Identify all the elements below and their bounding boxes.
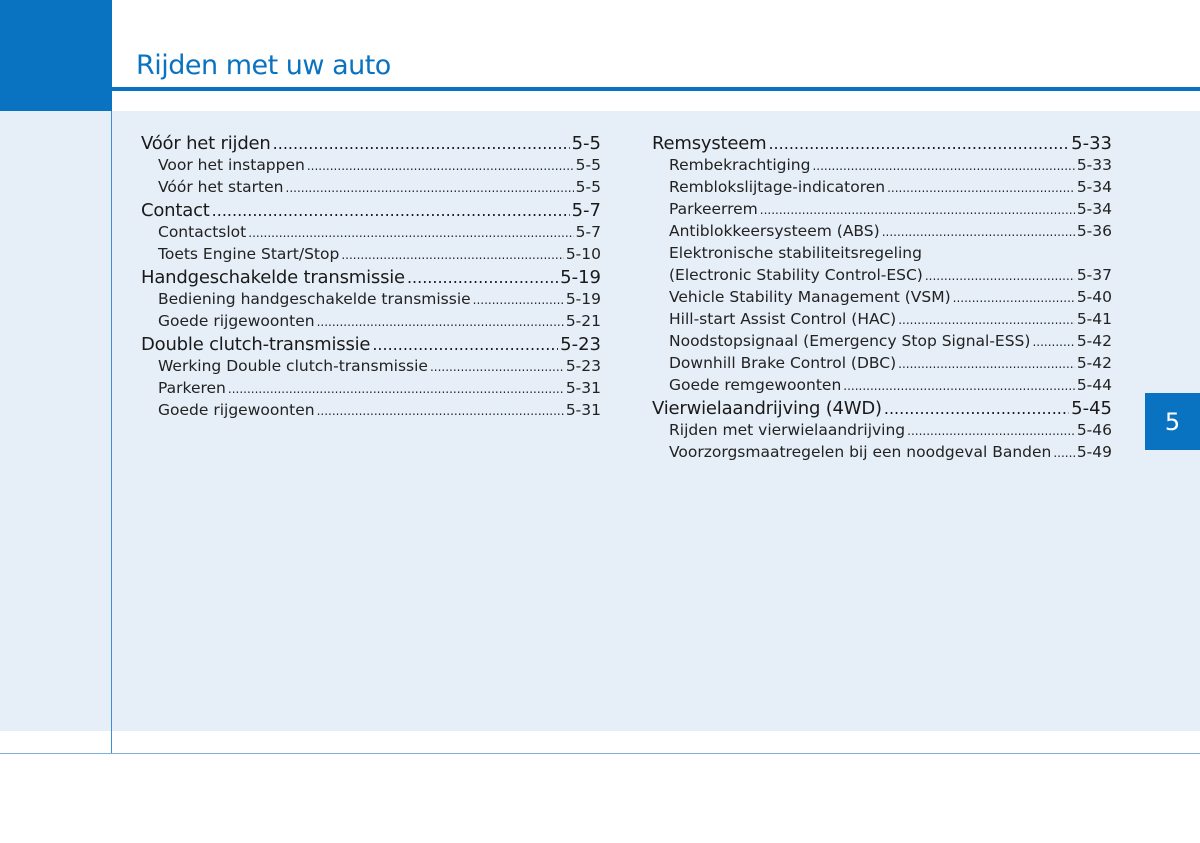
- toc-page-number: 5-31: [565, 379, 601, 397]
- toc-page-number: 5-42: [1076, 332, 1112, 350]
- toc-dot-leader: [884, 398, 1069, 419]
- title-rule: [112, 87, 1200, 91]
- toc-page-number: 5-49: [1076, 443, 1112, 461]
- toc-dot-leader: [307, 156, 574, 174]
- toc-subentry[interactable]: [652, 156, 1112, 178]
- header-corner-block: [0, 0, 112, 111]
- toc-dot-leader: [1053, 443, 1074, 461]
- toc-page-number: 5-41: [1076, 310, 1112, 328]
- toc-entry-title: Parkeren: [158, 379, 226, 397]
- toc-subentry[interactable]: [652, 376, 1112, 398]
- toc-page-number: 5-34: [1076, 178, 1112, 196]
- toc-entry-title: Elektronische stabiliteitsregeling: [669, 244, 922, 262]
- toc-subentry[interactable]: [141, 312, 601, 334]
- toc-page-number: 5-36: [1076, 222, 1112, 240]
- toc-subentry[interactable]: [141, 223, 601, 245]
- toc-subentry[interactable]: [141, 357, 601, 379]
- toc-subentry[interactable]: [141, 290, 601, 312]
- toc-dot-leader: [273, 133, 570, 154]
- toc-dot-leader: [953, 288, 1075, 306]
- toc-entry-title: Handgeschakelde transmissie: [141, 267, 405, 288]
- toc-entry-title: Vóór het starten: [158, 178, 284, 196]
- toc-entry-title: (Electronic Stability Control-ESC): [669, 266, 923, 284]
- toc-dot-leader: [882, 222, 1075, 240]
- toc-entry-title: Voor het instappen: [158, 156, 305, 174]
- toc-entry-title: Werking Double clutch-transmissie: [158, 357, 428, 375]
- toc-page-number: 5-21: [565, 312, 601, 330]
- page-title: Rijden met uw auto: [136, 50, 391, 81]
- toc-right-column: [652, 133, 1112, 465]
- toc-subentry[interactable]: [141, 379, 601, 401]
- left-margin-rule: [111, 111, 112, 754]
- toc-section-entry[interactable]: [652, 133, 1112, 156]
- toc-entry-title: Toets Engine Start/Stop: [158, 245, 340, 263]
- toc-dot-leader: [407, 267, 558, 288]
- toc-dot-leader: [843, 376, 1075, 394]
- toc-page-number: 5-7: [571, 200, 601, 221]
- toc-dot-leader: [430, 357, 564, 375]
- toc-subentry[interactable]: [652, 222, 1112, 244]
- toc-subentry[interactable]: [652, 288, 1112, 310]
- toc-dot-leader: [317, 312, 564, 330]
- toc-subentry[interactable]: [652, 266, 1112, 288]
- toc-subentry[interactable]: [652, 421, 1112, 443]
- toc-section-entry[interactable]: [141, 334, 601, 357]
- toc-entry-title: Goede rijgewoonten: [158, 312, 315, 330]
- toc-dot-leader: [317, 401, 564, 419]
- toc-dot-leader: [768, 133, 1069, 154]
- toc-section-entry[interactable]: [141, 200, 601, 223]
- toc-page-number: 5-33: [1076, 156, 1112, 174]
- toc-entry-title: Antiblokkeersysteem (ABS): [669, 222, 880, 240]
- toc-dot-leader: [248, 223, 573, 241]
- toc-dot-leader: [925, 266, 1075, 284]
- toc-subentry[interactable]: [652, 354, 1112, 376]
- toc-page-number: 5-42: [1076, 354, 1112, 372]
- toc-page-number: 5-5: [575, 178, 601, 196]
- toc-page-number: 5-23: [565, 357, 601, 375]
- toc-entry-title: Rijden met vierwielaandrijving: [669, 421, 906, 439]
- toc-section-entry[interactable]: [141, 133, 601, 156]
- toc-page-number: 5-23: [560, 334, 601, 355]
- toc-entry-title: Downhill Brake Control (DBC): [669, 354, 897, 372]
- toc-entry-title: Goede rijgewoonten: [158, 401, 315, 419]
- toc-page-number: 5-46: [1076, 421, 1112, 439]
- toc-section-entry[interactable]: [141, 267, 601, 290]
- toc-page-number: 5-10: [565, 245, 601, 263]
- toc-entry-title: Remblokslijtage-indicatoren: [669, 178, 886, 196]
- toc-subentry[interactable]: [652, 332, 1112, 354]
- toc-entry-title: Contact: [141, 200, 210, 221]
- toc-page-number: 5-33: [1071, 133, 1112, 154]
- toc-dot-leader: [341, 245, 564, 263]
- toc-dot-leader: [887, 178, 1075, 196]
- toc-subentry[interactable]: [141, 245, 601, 267]
- toc-page-number: 5-40: [1076, 288, 1112, 306]
- toc-entry-title: Vierwielaandrijving (4WD): [652, 398, 882, 419]
- toc-dot-leader: [1032, 332, 1074, 350]
- toc-page-number: 5-5: [571, 133, 601, 154]
- toc-dot-leader: [286, 178, 574, 196]
- toc-subentry[interactable]: [141, 178, 601, 200]
- toc-entry-title: Double clutch-transmissie: [141, 334, 371, 355]
- toc-entry-title: Hill-start Assist Control (HAC): [669, 310, 897, 328]
- toc-subentry[interactable]: [652, 244, 1112, 266]
- toc-page-number: 5-19: [565, 290, 601, 308]
- toc-entry-title: Vehicle Stability Management (VSM): [669, 288, 951, 306]
- toc-dot-leader: [212, 200, 570, 221]
- toc-subentry[interactable]: [652, 310, 1112, 332]
- toc-dot-leader: [898, 310, 1075, 328]
- toc-dot-leader: [372, 334, 558, 355]
- toc-entry-title: Remsysteem: [652, 133, 767, 154]
- toc-entry-title: Vóór het rijden: [141, 133, 271, 154]
- toc-section-entry[interactable]: [652, 398, 1112, 421]
- toc-subentry[interactable]: [141, 156, 601, 178]
- toc-dot-leader: [473, 290, 564, 308]
- toc-subentry[interactable]: [652, 178, 1112, 200]
- toc-page-number: 5-45: [1071, 398, 1112, 419]
- toc-dot-leader: [898, 354, 1075, 372]
- toc-entry-title: Rembekrachtiging: [669, 156, 811, 174]
- toc-entry-title: Noodstopsignaal (Emergency Stop Signal-ESS): [669, 332, 1031, 350]
- chapter-tab[interactable]: 5: [1145, 393, 1200, 450]
- toc-page-number: 5-37: [1076, 266, 1112, 284]
- toc-dot-leader: [907, 421, 1075, 439]
- toc-entry-title: Goede remgewoonten: [669, 376, 842, 394]
- toc-entry-title: Voorzorgsmaatregelen bij een noodgeval Banden: [669, 443, 1052, 461]
- toc-page-number: 5-34: [1076, 200, 1112, 218]
- toc-entry-title: Parkeerrem: [669, 200, 758, 218]
- toc-dot-leader: [812, 156, 1074, 174]
- toc-page-number: 5-7: [575, 223, 601, 241]
- toc-entry-title: Contactslot: [158, 223, 247, 241]
- toc-subentry[interactable]: [652, 443, 1112, 465]
- toc-dot-leader: [760, 200, 1075, 218]
- toc-page-number: 5-5: [575, 156, 601, 174]
- toc-subentry[interactable]: [652, 200, 1112, 222]
- toc-entry-title: Bediening handgeschakelde transmissie: [158, 290, 471, 308]
- toc-page-number: 5-31: [565, 401, 601, 419]
- toc-page-number: 5-44: [1076, 376, 1112, 394]
- toc-left-column: [141, 133, 601, 423]
- toc-subentry[interactable]: [141, 401, 601, 423]
- bottom-rule: [0, 753, 1200, 754]
- toc-dot-leader: [228, 379, 564, 397]
- toc-page-number: 5-19: [560, 267, 601, 288]
